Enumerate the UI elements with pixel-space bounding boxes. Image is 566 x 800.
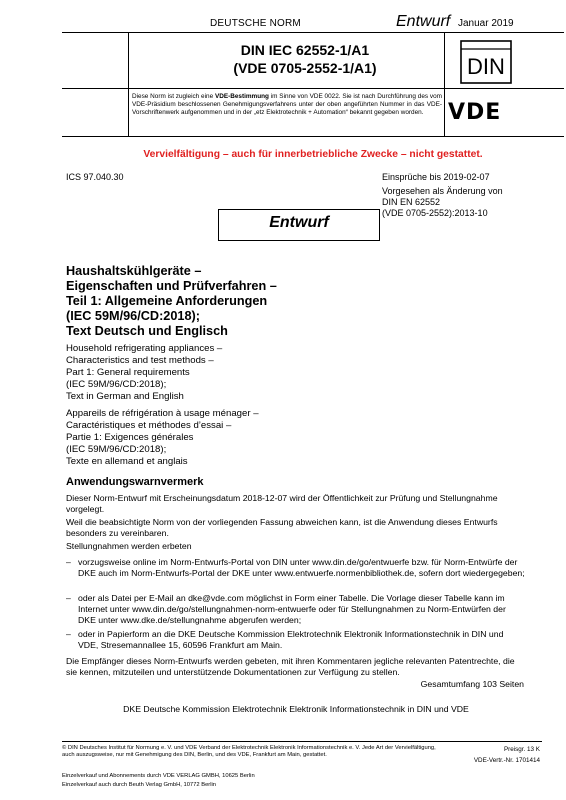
- divider: [62, 32, 564, 33]
- title-line: (IEC 59M/96/CD:2018);: [66, 379, 167, 390]
- din-logo: [460, 40, 512, 84]
- ics-code: ICS 97.040.30: [66, 172, 124, 182]
- title-french: [66, 408, 396, 468]
- din-standard-number: DIN IEC 62552-1/A1: [240, 42, 370, 58]
- title-line: Household refrigerating appliances –: [66, 343, 223, 354]
- title-line: Text Deutsch und Englisch: [66, 324, 228, 338]
- title-english: [66, 343, 396, 403]
- list-item-text: oder in Papierform an die DKE Deutsche Kommission Elektrotechnik Elektronik Informationstechnik in DIN und VDE, Stresemannallee 15, 60596 Frankfurt am Main.: [78, 629, 504, 650]
- copyright-notice: © DIN Deutsches Institut für Normung e. V. und VDE Verband der Elektrotechnik Elektronik Informationstechnik e. V. Jede Art der Vervielfältigung, auch auszugsweise, nur mit Genehmigung des DIN, Berlin, und des VDE, Frankfurt am Main, gestattet.: [62, 745, 436, 758]
- list-item: [66, 593, 526, 629]
- title-line: (IEC 59M/96/CD:2018);: [66, 444, 167, 455]
- paragraph: Dieser Norm-Entwurf mit Erscheinungsdatum 2018-12-07 wird der Öffentlichkeit zur Prüfung und Stellungnahme vorgelegt.: [66, 493, 498, 514]
- draft-status-label: Entwurf: [396, 13, 451, 30]
- title-line: Caractéristiques et méthodes d’essai –: [66, 420, 232, 431]
- title-line: Teil 1: Allgemeine Anforderungen: [66, 294, 268, 308]
- intended-line: DIN EN 62552: [382, 197, 441, 207]
- intended-amendment: [382, 186, 542, 219]
- title-line: Part 1: General requirements: [66, 367, 190, 378]
- divider: [62, 88, 564, 89]
- list-dash: –: [66, 557, 71, 567]
- paragraph: Stellungnahmen werden erbeten: [66, 541, 192, 551]
- vde-notice: [132, 93, 442, 117]
- dke-committee: DKE Deutsche Kommission Elektrotechnik Elektronik Informationstechnik in DIN und VDE: [123, 704, 469, 714]
- divider: [444, 32, 445, 136]
- notice-pre: Diese Norm ist zugleich eine: [132, 93, 215, 100]
- list-dash: –: [66, 593, 71, 603]
- vde-standard-number: (VDE 0705-2552-1/A1): [233, 60, 377, 76]
- vde-distribution-number: VDE-Vertr.-Nr. 1701414: [473, 757, 540, 764]
- application-warning-heading: Anwendungswarnvermerk: [66, 476, 204, 488]
- notice-post: im Sinne von VDE 0022. Sie ist nach Durchführung des vom VDE-Präsidium beschlossenen Genehmigungsverfahrens unter der oben angeführten Nummer in das VDE-Vorschriftenwerk aufgenommen und in der „etz Elektrotechnik + Automation“ bekannt gegeben worden.: [132, 93, 442, 116]
- draft-box-label: Entwurf: [269, 214, 329, 231]
- reproduction-notice: Vervielfältigung – auch für innerbetriebliche Zwecke – nicht gestattet.: [143, 149, 483, 160]
- vde-logo: VDE: [448, 100, 502, 125]
- title-german: [66, 264, 396, 339]
- title-line: Texte en allemand et anglais: [66, 456, 188, 467]
- list-item-text: vorzugsweise online im Norm-Entwurfs-Portal von DIN unter www.din.de/go/entwuerfe bzw. für Norm-Entwürfe der DKE auch im Norm-Entwurfs-Portal der DKE unter www.entwuerfe.normenbibliothek.de, sofern dort wiedergegeben;: [78, 557, 525, 578]
- paragraph: Die Empfänger dieses Norm-Entwurfs werden gebeten, mit ihren Kommentaren jegliche relevanten Patentrechte, die sie kennen, mitzuteilen und unterstützende Dokumentationen zur Verfügung zu stellen.: [66, 656, 515, 677]
- price-group: Preisgr. 13 K: [503, 746, 540, 753]
- intended-line: Vorgesehen als Änderung von: [382, 186, 503, 196]
- list-item-text: oder als Datei per E-Mail an dke@vde.com möglichst in Form einer Tabelle. Die Vorlage dieser Tabelle kann im Internet unter www.din.de/go/stellungnahmen-norm-entwuerfe oder für Stellungnahmen zu Norm-Entwürfen der DKE unter www.dke.de/stellungnahme abgerufen werden;: [78, 593, 506, 625]
- objection-deadline: Einsprüche bis 2019-02-07: [382, 172, 490, 182]
- issue-date: Januar 2019: [458, 18, 514, 29]
- list-dash: –: [66, 629, 71, 639]
- total-pages: Gesamtumfang 103 Seiten: [420, 679, 524, 689]
- title-line: (IEC 59M/96/CD:2018);: [66, 309, 200, 323]
- notice-bold: VDE-Bestimmung: [214, 93, 269, 100]
- title-line: Appareils de réfrigération à usage ménager –: [66, 408, 259, 419]
- divider: [62, 136, 564, 137]
- din-logo-text: DIN: [467, 54, 505, 79]
- title-line: Partie 1: Exigences générales: [66, 432, 194, 443]
- divider: [128, 32, 129, 136]
- sales-info: Einzelverkauf und Abonnements durch VDE VERLAG GMBH, 10625 Berlin: [62, 773, 255, 779]
- title-line: Text in German and English: [66, 391, 184, 402]
- title-line: Characteristics and test methods –: [66, 355, 214, 366]
- sales-info: Einzelverkauf auch durch Beuth Verlag GmbH, 10772 Berlin: [62, 782, 217, 788]
- intended-line: (VDE 0705-2552):2013-10: [382, 208, 488, 218]
- divider: [62, 741, 542, 742]
- list-item: [66, 557, 526, 593]
- norm-type-label: DEUTSCHE NORM: [210, 18, 301, 29]
- paragraph: Weil die beabsichtigte Norm von der vorliegenden Fassung abweichen kann, ist die Anwendung dieses Entwurfs besonders zu vereinbaren.: [66, 517, 498, 538]
- title-line: Eigenschaften und Prüfverfahren –: [66, 279, 277, 293]
- list-item: [66, 629, 526, 653]
- title-line: Haushaltskühlgeräte –: [66, 264, 202, 278]
